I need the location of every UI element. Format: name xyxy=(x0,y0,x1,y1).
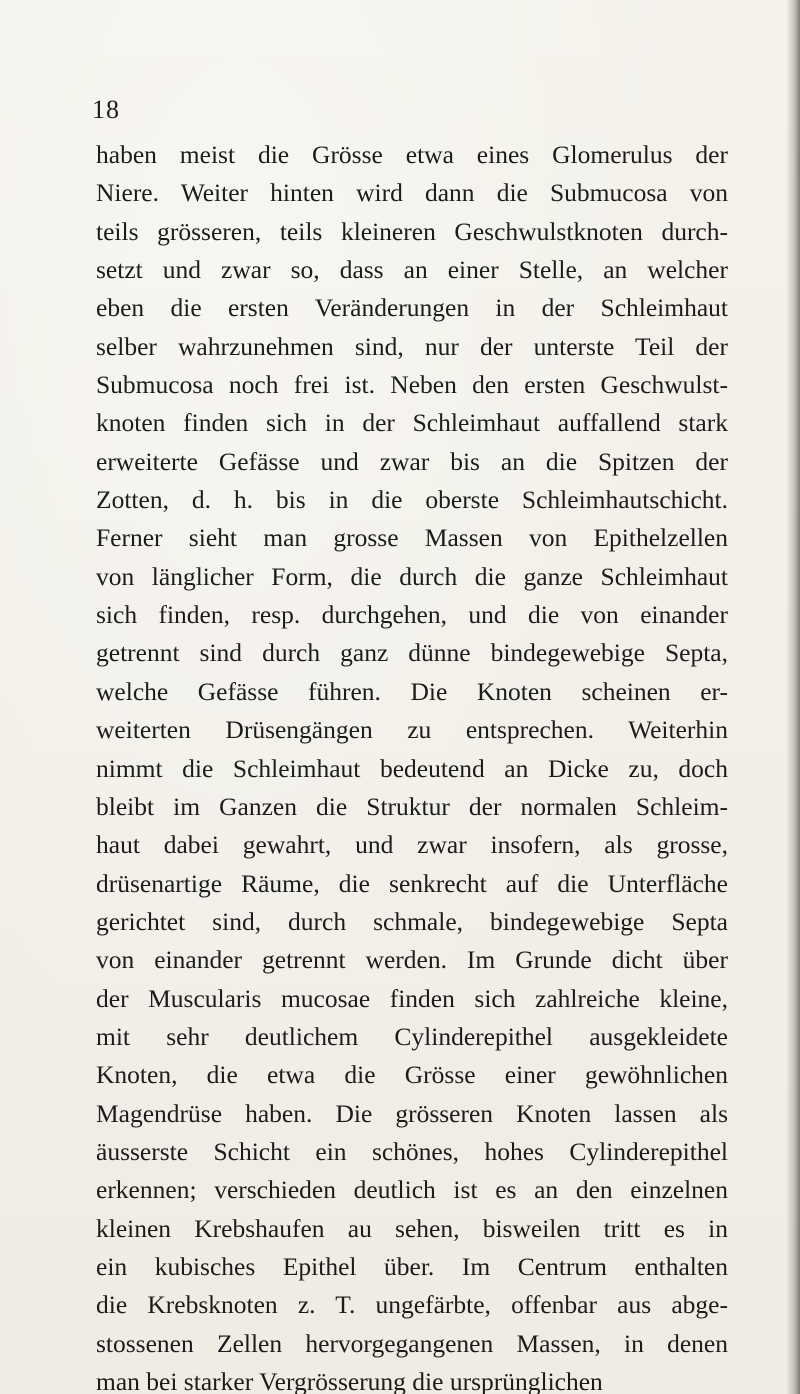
text-line: Ferner sieht man grosse Massen von Epithelzellen xyxy=(96,523,728,553)
text-line: setzt und zwar so, dass an einer Stelle, an welcher xyxy=(96,255,728,285)
text-line: Zotten, d. h. bis in die oberste Schleimhautschicht. xyxy=(96,485,728,515)
text-line: ein kubisches Epithel über. Im Centrum enthalten xyxy=(96,1251,728,1281)
text-line: Magendrüse haben. Die grösseren Knoten lassen als xyxy=(96,1098,728,1128)
text-line: Submucosa noch frei ist. Neben den ersten Geschwulst- xyxy=(96,370,728,400)
text-line: bleibt im Ganzen die Struktur der normalen Schleim- xyxy=(96,791,728,821)
text-line: gerichtet sind, durch schmale, bindegewebige Septa xyxy=(96,906,728,936)
text-line: Knoten, die etwa die Grösse einer gewöhnlichen xyxy=(96,1060,728,1090)
text-line: haut dabei gewahrt, und zwar insofern, als grosse, xyxy=(96,830,728,860)
text-line: kleinen Krebshaufen au sehen, bisweilen tritt es in xyxy=(96,1213,728,1243)
text-line: mit sehr deutlichem Cylinderepithel ausgekleidete xyxy=(96,1021,728,1051)
text-line: selber wahrzunehmen sind, nur der unterste Teil der xyxy=(96,331,728,361)
text-line: drüsenartige Räume, die senkrecht auf die Unterfläche xyxy=(96,868,728,898)
text-line: man bei starker Vergrösserung die ursprünglichen xyxy=(96,1367,603,1394)
text-line: getrennt sind durch ganz dünne bindegewebige Septa, xyxy=(96,638,728,668)
text-line: nimmt die Schleimhaut bedeutend an Dicke zu, doch xyxy=(96,753,728,783)
text-line: die Krebsknoten z. T. ungefärbte, offenbar aus abge- xyxy=(96,1290,728,1320)
page-number: 18 xyxy=(92,95,120,124)
text-line: erweiterte Gefässe und zwar bis an die Spitzen der xyxy=(96,446,728,476)
page-edge-shadow xyxy=(786,0,800,1394)
text-line: eben die ersten Veränderungen in der Schleimhaut xyxy=(96,293,728,323)
text-line: welche Gefässe führen. Die Knoten scheinen er- xyxy=(96,676,728,706)
body-text xyxy=(96,136,728,1394)
text-line: von einander getrennt werden. Im Grunde dicht über xyxy=(96,945,728,975)
text-line: weiterten Drüsengängen zu entsprechen. Weiterhin xyxy=(96,715,728,745)
text-line: der Muscularis mucosae finden sich zahlreiche kleine, xyxy=(96,983,728,1013)
text-line: von länglicher Form, die durch die ganze Schleimhaut xyxy=(96,561,728,591)
text-line: sich finden, resp. durchgehen, und die von einander xyxy=(96,600,728,630)
text-line: erkennen; verschieden deutlich ist es an den einzelnen xyxy=(96,1175,728,1205)
text-line: Niere. Weiter hinten wird dann die Submucosa von xyxy=(96,178,728,208)
text-line: stossenen Zellen hervorgegangenen Massen, in denen xyxy=(96,1328,728,1358)
text-line: haben meist die Grösse etwa eines Glomerulus der xyxy=(96,140,728,169)
text-line: teils grösseren, teils kleineren Geschwulstknoten durch- xyxy=(96,216,728,246)
text-line: knoten finden sich in der Schleimhaut auffallend stark xyxy=(96,408,728,438)
text-line: äusserste Schicht ein schönes, hohes Cylinderepithel xyxy=(96,1136,728,1166)
